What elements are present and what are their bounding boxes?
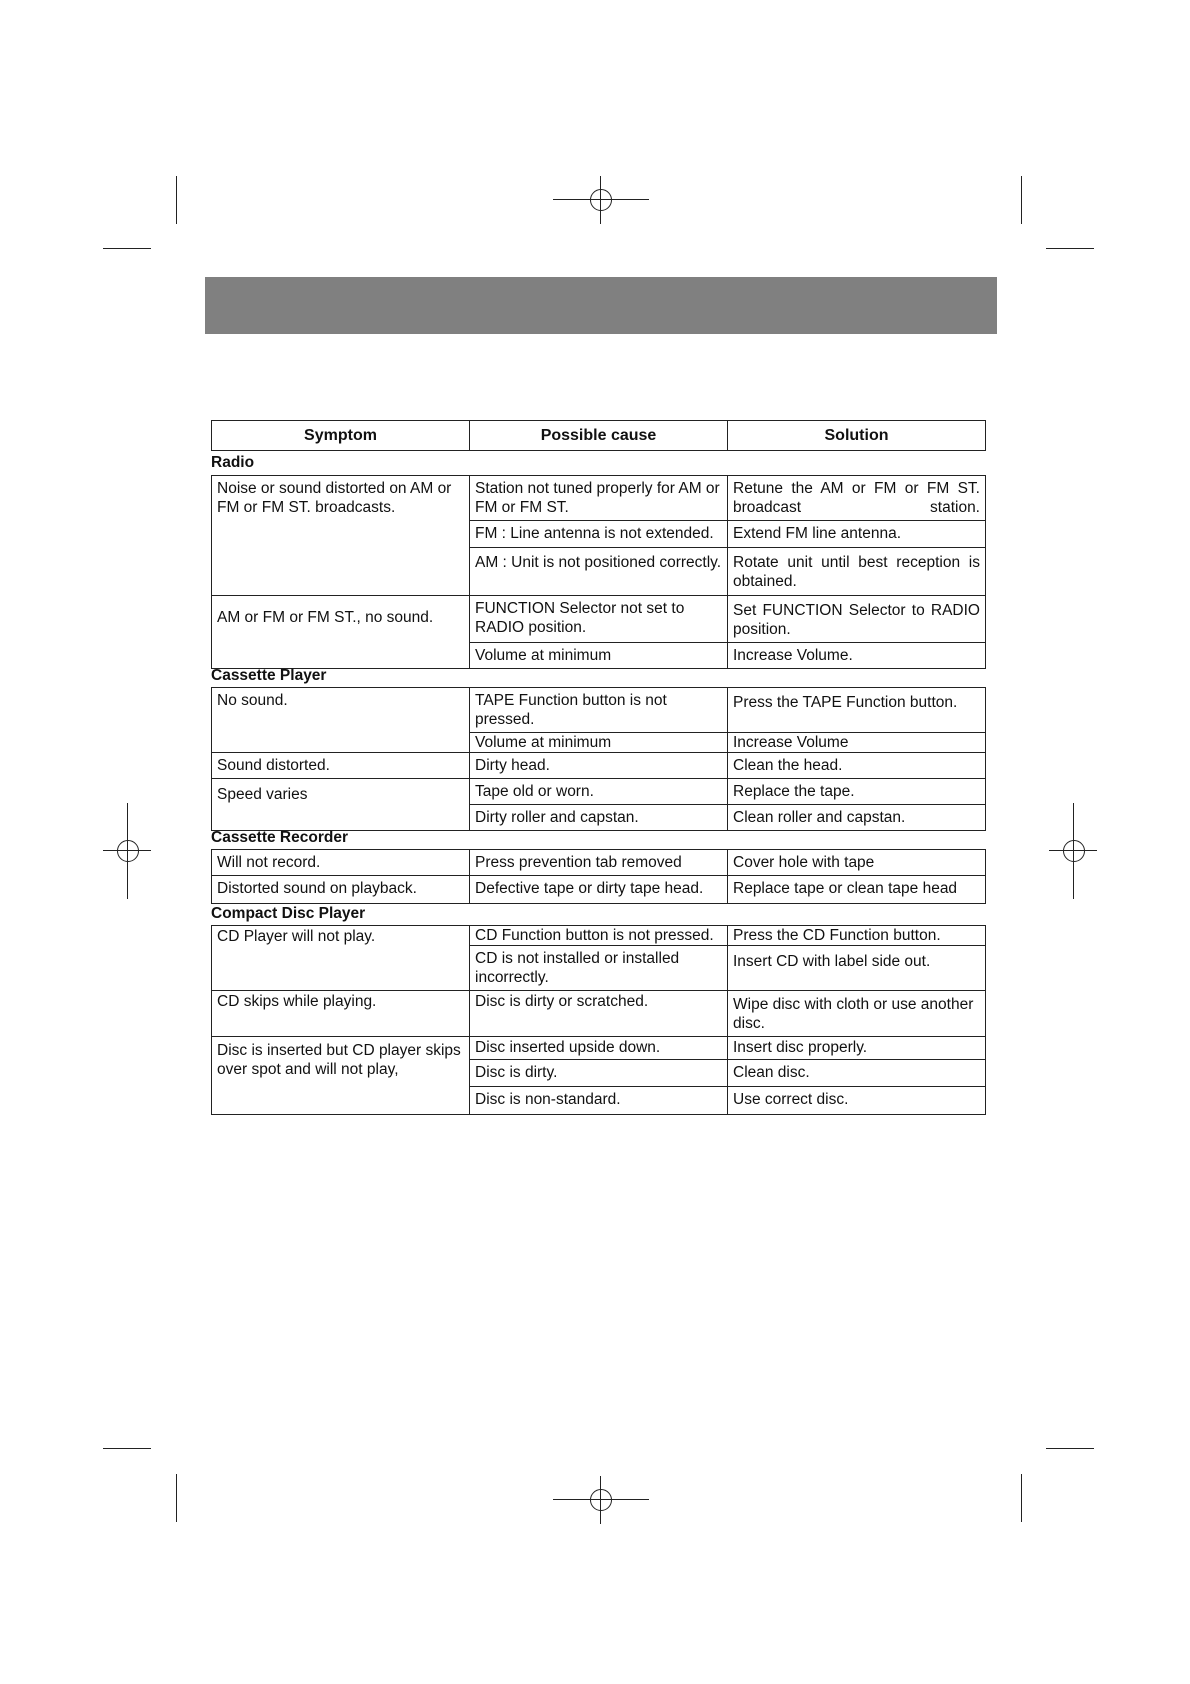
solution-cell: Increase Volume. xyxy=(728,643,986,669)
header-table xyxy=(211,420,986,451)
cause-cell: Defective tape or dirty tape head. xyxy=(470,876,728,904)
table-row xyxy=(212,779,986,805)
symptom-cell: No sound. xyxy=(212,688,470,753)
symptom-cell: Distorted sound on playback. xyxy=(212,876,470,904)
solution-cell: Wipe disc with cloth or use another disc. xyxy=(728,991,986,1037)
cause-cell: Press prevention tab removed xyxy=(470,850,728,876)
cause-cell: CD Function button is not pressed. xyxy=(470,926,728,946)
solution-cell: Press the TAPE Function button. xyxy=(728,688,986,733)
cause-cell: Dirty head. xyxy=(470,753,728,779)
solution-cell: Clean the head. xyxy=(728,753,986,779)
cassette-recorder-table xyxy=(211,849,986,904)
cause-cell: TAPE Function button is not pressed. xyxy=(470,688,728,733)
solution-cell: Clean disc. xyxy=(728,1060,986,1087)
cause-cell: Disc is dirty. xyxy=(470,1060,728,1087)
symptom-cell: Noise or sound distorted on AM or FM or FM ST. broadcasts. xyxy=(212,476,470,596)
solution-cell: Use correct disc. xyxy=(728,1087,986,1115)
table-row xyxy=(212,476,986,521)
radio-table xyxy=(211,475,986,669)
solution-cell: Replace the tape. xyxy=(728,779,986,805)
solution-cell: Press the CD Function button. xyxy=(728,926,986,946)
section-title-cassette-recorder: Cassette Recorder xyxy=(211,829,348,846)
section-header-bar xyxy=(205,277,997,334)
cause-cell: Volume at minimum xyxy=(470,733,728,753)
solution-cell: Retune the AM or FM or FM ST. broadcast station. xyxy=(728,476,986,521)
cause-cell: CD is not installed or installed incorrectly. xyxy=(470,946,728,991)
col-solution: Solution xyxy=(728,421,986,451)
cause-cell: FUNCTION Selector not set to RADIO position. xyxy=(470,596,728,643)
symptom-cell: Will not record. xyxy=(212,850,470,876)
cause-cell: Disc inserted upside down. xyxy=(470,1037,728,1060)
cause-cell: Disc is non-standard. xyxy=(470,1087,728,1115)
solution-cell: Rotate unit until best reception is obtained. xyxy=(728,548,986,596)
symptom-cell: CD skips while playing. xyxy=(212,991,470,1037)
section-title-radio: Radio xyxy=(211,454,255,471)
symptom-cell: Disc is inserted but CD player skips over spot and will not play, xyxy=(212,1037,470,1115)
section-title-cassette-player: Cassette Player xyxy=(211,667,327,684)
cause-cell: Disc is dirty or scratched. xyxy=(470,991,728,1037)
header-row xyxy=(212,421,986,451)
solution-cell: Extend FM line antenna. xyxy=(728,521,986,548)
solution-cell: Insert disc properly. xyxy=(728,1037,986,1060)
cd-player-table xyxy=(211,925,986,1115)
solution-cell: Set FUNCTION Selector to RADIO position. xyxy=(728,596,986,643)
cause-cell: Volume at minimum xyxy=(470,643,728,669)
table-row xyxy=(212,926,986,946)
solution-cell: Replace tape or clean tape head xyxy=(728,876,986,904)
col-cause: Possible cause xyxy=(470,421,728,451)
table-row xyxy=(212,753,986,779)
table-row xyxy=(212,991,986,1037)
table-row xyxy=(212,850,986,876)
cause-cell: Tape old or worn. xyxy=(470,779,728,805)
cause-cell: AM : Unit is not positioned correctly. xyxy=(470,548,728,596)
cause-cell: Dirty roller and capstan. xyxy=(470,805,728,831)
cassette-player-table xyxy=(211,687,986,831)
table-row xyxy=(212,876,986,904)
symptom-cell: Sound distorted. xyxy=(212,753,470,779)
table-row xyxy=(212,1037,986,1060)
solution-cell: Cover hole with tape xyxy=(728,850,986,876)
symptom-cell: AM or FM or FM ST., no sound. xyxy=(212,596,470,669)
cause-cell: Station not tuned properly for AM or FM or FM ST. xyxy=(470,476,728,521)
solution-cell: Clean roller and capstan. xyxy=(728,805,986,831)
cause-cell: FM : Line antenna is not extended. xyxy=(470,521,728,548)
table-row xyxy=(212,688,986,733)
table-row xyxy=(212,596,986,643)
symptom-cell: Speed varies xyxy=(212,779,470,831)
section-title-cd-player: Compact Disc Player xyxy=(211,905,366,922)
solution-cell: Insert CD with label side out. xyxy=(728,946,986,991)
solution-cell: Increase Volume xyxy=(728,733,986,753)
symptom-cell: CD Player will not play. xyxy=(212,926,470,991)
col-symptom: Symptom xyxy=(212,421,470,451)
